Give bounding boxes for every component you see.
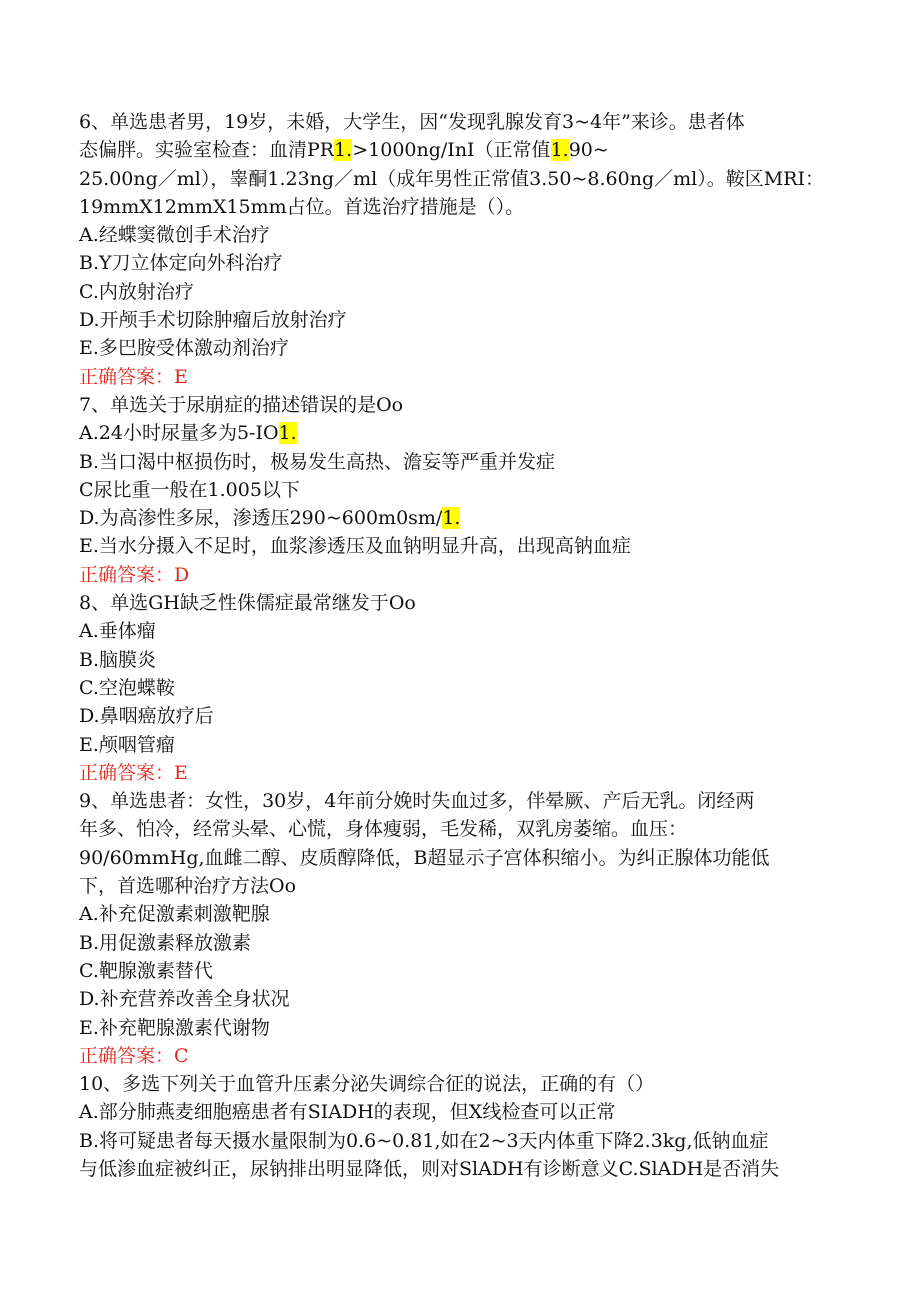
text-line (79, 589, 849, 617)
text-segment: 年多、怕冷，经常头晕、心慌，身体瘦弱，毛发稀，双乳房萎缩。血压： (79, 818, 688, 841)
text-segment: E.多巴胺受体激动剂治疗 (79, 337, 289, 360)
text-segment: A.补充促激素刺激靶腺 (79, 903, 270, 926)
text-segment: 态偏胖。实验室检查：血清PR (79, 139, 335, 162)
text-line (79, 1070, 849, 1098)
text-line (79, 844, 849, 872)
text-segment: B.脑膜炎 (79, 648, 157, 671)
text-line (79, 391, 849, 419)
text-line (79, 1155, 849, 1183)
text-line (79, 1098, 849, 1126)
text-segment: C尿比重一般在1.005以下 (79, 478, 300, 501)
text-segment: 90~ (568, 139, 609, 162)
text-segment: C.靶腺激素替代 (79, 959, 213, 982)
text-line (79, 872, 849, 900)
text-segment: C.空泡蝶鞍 (79, 676, 175, 699)
text-segment: D.为高渗性多尿，渗透压290~600m0sm/ (79, 507, 443, 530)
text-segment: A.部分肺燕麦细胞癌患者有SIADH的表现，但X线检查可以正常 (79, 1101, 616, 1124)
text-segment: 25.00ng／ml），睾酮1.23ng／ml（成年男性正常值3.50~8.60ng／ml）。鞍区MRI： (79, 167, 824, 190)
text-line (79, 504, 849, 532)
text-segment: E.当水分摄入不足时，血浆渗透压及血钠明显升高，出现高钠血症 (79, 535, 631, 558)
text-segment: B.当口渴中枢损伤时，极易发生高热、澹妄等严重并发症 (79, 450, 556, 473)
text-segment: E.颅咽管瘤 (79, 733, 175, 756)
text-line (79, 815, 849, 843)
text-line (79, 929, 849, 957)
text-segment: 6、单选患者男，19岁，未婚，大学生，因“发现乳腺发育3~4年”来诊。患者体 (79, 111, 745, 133)
text-segment: A.垂体瘤 (79, 620, 156, 643)
text-line (79, 674, 849, 702)
text-line (79, 702, 849, 730)
text-line (79, 193, 849, 221)
text-segment: 9、单选患者：女性，30岁，4年前分娩时失血过多，伴晕厥、产后无乳。闭经两 (79, 790, 755, 813)
text-line (79, 1014, 849, 1042)
text-line (79, 646, 849, 674)
text-line (79, 1127, 849, 1155)
text-line (79, 278, 849, 306)
text-segment: 与低渗血症被纠正，尿钠排出明显降低，则对SlADH有诊断意义C.SlADH是否消失 (79, 1157, 780, 1180)
text-segment: A.24小时尿量多为5-IO (79, 422, 279, 445)
answer-line (79, 561, 849, 589)
text-line (79, 221, 849, 249)
text-segment: >1000ng/InI（正常值 (352, 139, 551, 162)
text-line (79, 617, 849, 645)
text-line (79, 476, 849, 504)
text-line (79, 165, 849, 193)
text-line (79, 419, 849, 447)
text-segment: D.鼻咽癌放疗后 (79, 705, 214, 728)
text-segment: 正确答案：E (79, 761, 188, 784)
document-body (79, 108, 849, 1183)
text-line (79, 108, 849, 136)
text-line (79, 787, 849, 815)
answer-line (79, 1042, 849, 1070)
text-segment: 90/60mmHg,血雌二醇、皮质醇降低，B超显示子宫体积缩小。为纠正腺体功能低 (79, 846, 770, 869)
text-segment: 7、单选关于尿崩症的描述错误的是Oo (79, 393, 404, 416)
text-segment: B.将可疑患者每天摄水量限制为0.6~0.81,如在2~3天内体重下降2.3kg,低钠血症 (79, 1129, 769, 1152)
text-segment: 正确答案：E (79, 365, 188, 388)
text-segment: 8、单选GH缺乏性侏儒症最常继发于Oo (79, 592, 416, 615)
text-segment: E.补充靶腺激素代谢物 (79, 1016, 270, 1039)
text-segment: A.经蝶窦微创手术治疗 (79, 224, 270, 247)
text-segment: 10、多选下列关于血管升压素分泌失调综合征的说法，正确的有（） (79, 1073, 655, 1096)
text-segment: 19mmX12mmX15mm占位。首选治疗措施是（）。 (79, 195, 525, 218)
highlighted-text: 1. (278, 422, 297, 445)
highlighted-text: 1. (334, 139, 353, 162)
answer-line (79, 363, 849, 391)
text-line (79, 306, 849, 334)
text-line (79, 136, 849, 164)
text-line (79, 731, 849, 759)
text-line (79, 532, 849, 560)
text-segment: 正确答案：C (79, 1044, 189, 1067)
highlighted-text: 1. (442, 507, 461, 530)
text-line (79, 249, 849, 277)
text-line (79, 900, 849, 928)
highlighted-text: 1. (550, 139, 569, 162)
text-line (79, 957, 849, 985)
text-segment: 下，首选哪种治疗方法Oo (79, 875, 297, 898)
text-segment: C.内放射治疗 (79, 280, 194, 303)
text-segment: B.Y刀立体定向外科治疗 (79, 252, 283, 275)
text-line (79, 448, 849, 476)
text-segment: B.用促激素释放激素 (79, 931, 252, 954)
text-line (79, 334, 849, 362)
text-segment: D.补充营养改善全身状况 (79, 988, 290, 1011)
text-segment: D.开颅手术切除肿瘤后放射治疗 (79, 309, 347, 332)
text-segment: 正确答案：D (79, 563, 190, 586)
answer-line (79, 759, 849, 787)
text-line (79, 985, 849, 1013)
